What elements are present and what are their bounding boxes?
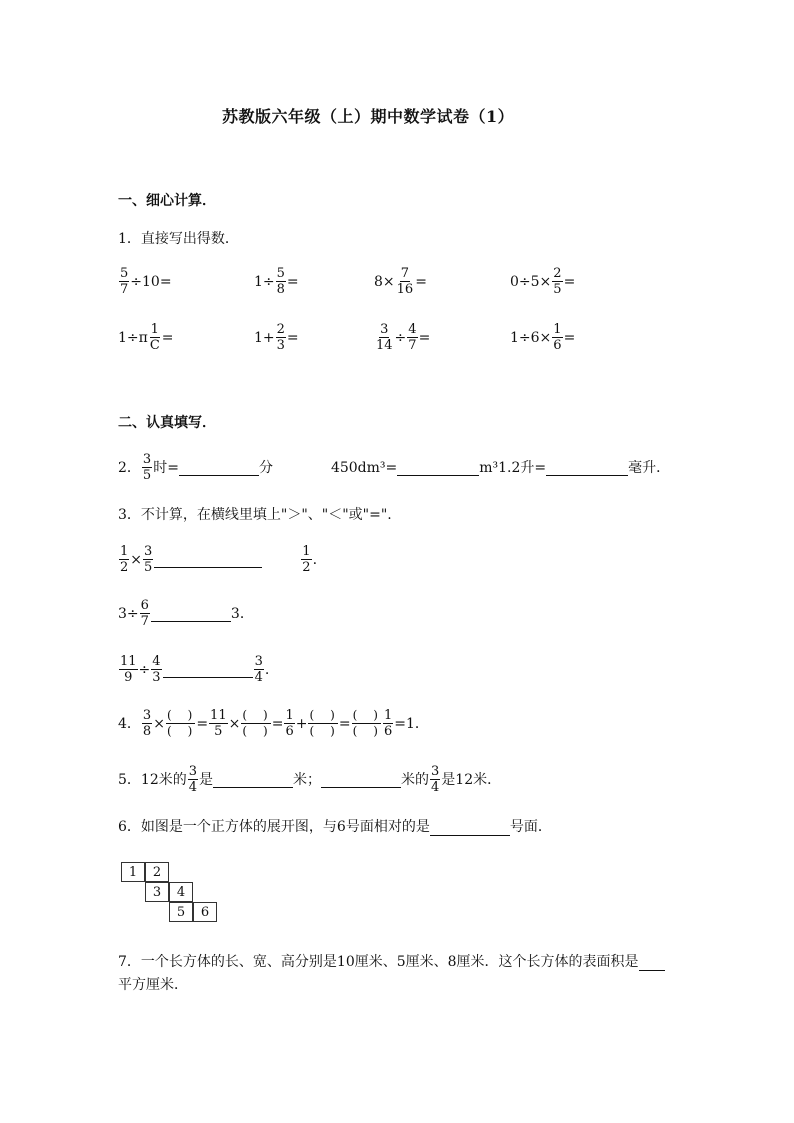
answer-blank[interactable] [179,459,259,476]
fraction: $\frac{1}{2}$ [302,544,311,575]
q1-item-c: 8× $\frac{7}{16}$ = [374,266,427,297]
q1-item-b: 1÷ $\frac{5}{8}$ = [254,266,299,297]
blank-fraction[interactable]: $\frac{( )}{( )}$ [352,708,380,738]
fraction: $\frac{1}{6}$ [285,708,294,739]
fraction: $\frac{11}{9}$ [120,654,137,685]
q1-item-a: $\frac{5}{7}$ ÷10= [120,266,172,297]
question-2: 2． $\frac{3}{5}$ 时= 分 450dm³= m³1.2升= 毫升． [118,452,671,483]
question-4: 4． $\frac{3}{8}$ × $\frac{( )}{( )}$ = $\frac{11}{5}$ × $\frac{( )}{( )}$ = $\frac{1}{6}$ + $\frac{( )}{( )}$ = $\frac{( )}{( )}$ $\frac{1}{6}$ =1． [118,708,429,739]
fraction: $\frac{6}{7}$ [140,598,149,629]
fraction: $\frac{4}{3}$ [152,654,161,685]
blank-fraction[interactable]: $\frac{( )}{( )}$ [166,708,195,738]
fraction: $\frac{11}{5}$ [210,708,227,739]
fraction: $\frac{7}{16}$ [396,266,414,297]
question-1-label: 1．直接写出得数． [118,231,239,247]
fraction: $\frac{3}{14}$ [376,322,393,353]
fraction: $\frac{3}{4}$ [188,764,198,795]
answer-blank[interactable] [213,771,293,788]
cube-face: 3 [145,882,169,902]
q1-item-g: $\frac{3}{14}$ ÷ $\frac{4}{7}$ = [376,322,431,353]
question-3-label: 3．不计算，在横线里填上"＞"、"＜"或"=". [118,507,392,523]
fraction: $\frac{5}{7}$ [120,266,129,297]
blank-fraction[interactable]: $\frac{( )}{( )}$ [242,708,270,738]
question-3-row-3: $\frac{11}{9}$ ÷ $\frac{4}{3}$ $\frac{3}{4}$ . [120,654,270,685]
cube-face: 4 [169,882,193,902]
fraction: $\frac{3}{4}$ [254,654,263,685]
section-heading-2: 二、认真填写． [118,415,216,431]
answer-blank[interactable] [397,459,479,476]
fraction: $\frac{1}{2}$ [120,544,129,575]
answer-blank[interactable] [639,954,665,971]
compare-blank[interactable] [154,551,262,568]
answer-blank[interactable] [546,459,628,476]
compare-blank[interactable] [163,661,253,678]
question-6: 6．如图是一个正方体的展开图，与6号面相对的是 号面． [118,819,552,835]
question-7-line-2: 平方厘米． [118,977,188,993]
blank-fraction[interactable]: $\frac{( )}{( )}$ [309,708,337,738]
answer-blank[interactable] [430,819,510,836]
question-5: 5．12米的 $\frac{3}{4}$ 是 米； 米的 $\frac{3}{4}$ 是12米． [118,764,502,795]
cube-face: 6 [193,902,217,922]
fraction: $\frac{1}{6}$ [383,708,393,739]
fraction: $\frac{3}{5}$ [142,452,152,483]
page-title: 苏教版六年级（上）期中数学试卷（1） [222,107,515,126]
cube-face: 5 [169,902,193,922]
compare-blank[interactable] [151,605,231,622]
fraction: $\frac{3}{5}$ [144,544,153,575]
fraction: $\frac{1}{C}$ [149,322,160,353]
fraction: $\frac{4}{7}$ [408,322,417,353]
fraction: $\frac{1}{6}$ [553,322,562,353]
section-heading-1: 一、细心计算． [118,193,216,209]
fraction: $\frac{2}{5}$ [553,266,562,297]
question-3-row-2: 3÷ $\frac{6}{7}$ 3． [118,598,254,629]
fraction: $\frac{2}{3}$ [276,322,285,353]
fraction: $\frac{3}{4}$ [431,764,440,795]
cube-face: 1 [121,862,145,882]
cube-face: 2 [145,862,169,882]
q1-item-f: 1+ $\frac{2}{3}$ = [254,322,299,353]
q1-item-d: 0÷5× $\frac{2}{5}$ = [510,266,576,297]
fraction: $\frac{5}{8}$ [276,266,285,297]
fraction: $\frac{3}{8}$ [142,708,152,739]
question-3-row-1: $\frac{1}{2}$ × $\frac{3}{5}$ $\frac{1}{2}$ . [120,544,318,575]
q1-item-e: 1÷π $\frac{1}{C}$ = [118,322,174,353]
question-7-line-1: 7．一个长方体的长、宽、高分别是10厘米、5厘米、8厘米．这个长方体的表面积是 [118,953,665,971]
answer-blank[interactable] [321,771,401,788]
q1-item-h: 1÷6× $\frac{1}{6}$ = [510,322,576,353]
